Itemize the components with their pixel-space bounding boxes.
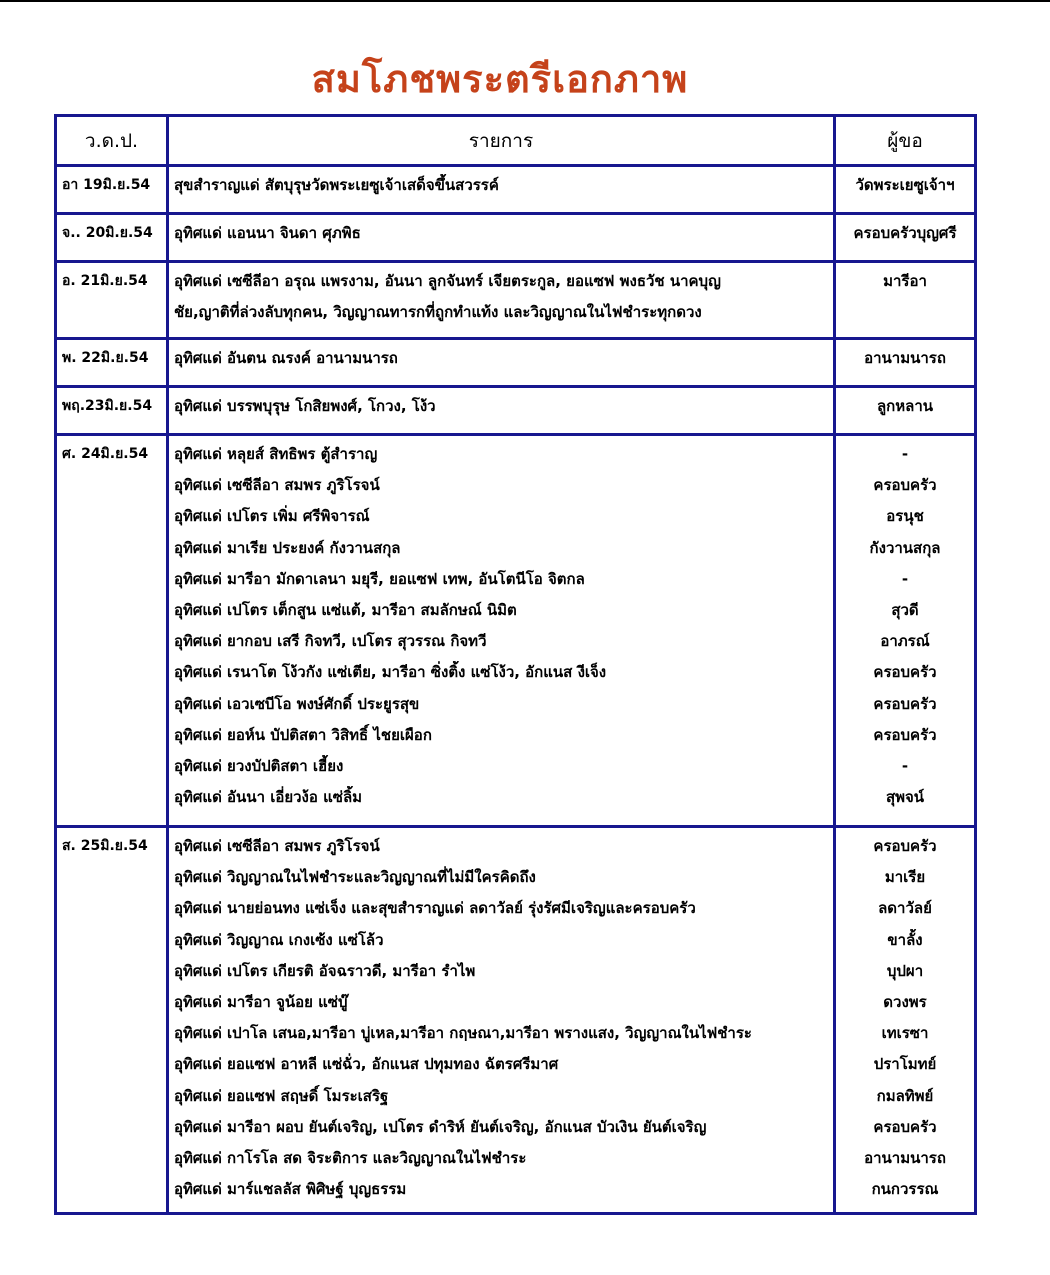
row-items xyxy=(168,339,835,387)
row-date: ส. 25มิ.ย.54 xyxy=(56,827,168,1214)
row-date: จ.. 20มิ.ย.54 xyxy=(56,214,168,262)
requester-line: อรนุช xyxy=(886,507,924,526)
requester-line: อานามนารถ xyxy=(864,349,946,367)
table-row xyxy=(56,387,976,435)
intention-line: อุทิศแด่ ยอแซฟ อาหลี แซ่ฉั่ว, อักแนส ปทุมทอง ฉัตรศรีมาศ xyxy=(174,1055,559,1074)
intention-line: อุทิศแด่ เปโตร เพิ่ม ศรีพิจารณ์ xyxy=(174,507,370,526)
requester-line: บุปผา xyxy=(886,961,924,980)
requester-line: ลดาวัลย์ xyxy=(878,899,932,918)
row-date: พ. 22มิ.ย.54 xyxy=(56,339,168,387)
row-items xyxy=(168,262,835,339)
intention-line: ชัย,ญาติที่ล่วงลับทุกคน, วิญญาณทารกที่ถูกทำแท้ง และวิญญาณในไฟชำระทุกดวง xyxy=(174,303,702,322)
intention-line: อุทิศแด่ ยอห์น บัปติสตา วิสิทธิ์ ไชยเผือก xyxy=(174,725,432,744)
intention-line: อุทิศแด่ เซซีลีอา สมพร ภูริโรจน์ xyxy=(174,476,380,495)
requester-line: เทเรซา xyxy=(881,1024,929,1043)
intention-line: อุทิศแด่ มารีอา จูน้อย แซ่บู๊ xyxy=(174,992,348,1011)
row-date: ศ. 24มิ.ย.54 xyxy=(56,435,168,827)
intention-line: อุทิศแด่ เอวเซบีโอ พงษ์ศักดิ์ ประยูรสุข xyxy=(174,694,420,713)
requester-line: กนกวรรณ xyxy=(871,1180,939,1199)
row-requester xyxy=(835,262,976,339)
requester-line: สุวดี xyxy=(891,600,919,619)
intention-line: อุทิศแด่ มาเรีย ประยงค์ กังวานสกุล xyxy=(174,538,401,557)
requester-line: ครอบครัว xyxy=(873,476,937,495)
requester-line: ครอบครัว xyxy=(873,1117,937,1136)
requester-line: มาเรีย xyxy=(884,868,926,887)
requester-line: ครอบครัว xyxy=(873,663,937,682)
row-date: อ. 21มิ.ย.54 xyxy=(56,262,168,339)
requester-line: - xyxy=(901,756,909,775)
table-row xyxy=(56,262,976,339)
requester-line: ขาลั้ง xyxy=(887,930,923,949)
requester-line: ครอบครัว xyxy=(873,725,937,744)
intention-line: อุทิศแด่ เรนาโต โง้วกัง แซ่เตีย, มารีอา ซิ่งติ้ง แซ่โง้ว, อักแนส งีเจ็ง xyxy=(174,663,607,682)
header-date: ว.ด.ป. xyxy=(56,116,168,166)
intention-line: อุทิศแด่ เปโตร เกียรติ อัจฉราวดี, มารีอา รำไพ xyxy=(174,961,476,980)
row-date: อา 19มิ.ย.54 xyxy=(56,166,168,214)
intention-line: อุทิศแด่ นายย่อนทง แซ่เจ็ง และสุขสำราญแด่ ลดาวัลย์ รุ่งรัศมีเจริญและครอบครัว xyxy=(174,899,696,918)
row-requester xyxy=(835,827,976,1214)
top-border-line xyxy=(0,0,1050,2)
header-items: รายการ xyxy=(168,116,835,166)
table-row xyxy=(56,166,976,214)
intention-line: อุทิศแด่ ยอแซฟ สฤษดิ์ โมระเสริฐ xyxy=(174,1086,389,1105)
row-requester xyxy=(835,387,976,435)
row-date: พฤ.23มิ.ย.54 xyxy=(56,387,168,435)
requester-line: ครอบครัว xyxy=(873,694,937,713)
intention-line: อุทิศแด่ แอนนา จินดา ศุภพิธ xyxy=(174,224,361,242)
intention-line: อุทิศแด่ อันตน ณรงค์ อานามนารถ xyxy=(174,349,398,367)
row-requester xyxy=(835,339,976,387)
table-header-row xyxy=(56,116,976,166)
requester-line: มารีอา xyxy=(883,272,927,290)
intention-line: อุทิศแด่ เปาโล เสนอ,มารีอา บู่เหล,มารีอา กฤษณา,มารีอา พรางแสง, วิญญาณในไฟชำระ xyxy=(174,1024,752,1043)
intention-line: อุทิศแด่ บรรพบุรุษ โกสิยพงศ์, โกวง, โง้ว xyxy=(174,397,436,415)
header-requester: ผู้ขอ xyxy=(835,116,976,166)
intention-line: อุทิศแด่ มารีอา มักดาเลนา มยุรี, ยอแซฟ เทพ, อันโตนีโอ จิตกล xyxy=(174,569,585,588)
intention-line: อุทิศแด่ วิญญาณในไฟชำระและวิญญาณที่ไม่มีใครคิดถึง xyxy=(174,868,536,887)
requester-line: อาภรณ์ xyxy=(880,632,930,651)
intention-line: อุทิศแด่ อันนา เอี่ยวง้อ แซ่ลิ้ม xyxy=(174,788,363,807)
requester-line: กมลทิพย์ xyxy=(876,1086,934,1105)
requester-line: อานามนารถ xyxy=(864,1148,946,1167)
intention-line: อุทิศแด่ มาร์แชลลัส พิศิษฐ์ บุญธรรม xyxy=(174,1180,407,1199)
requester-line: สุพจน์ xyxy=(885,788,925,807)
requester-line: ครอบครัว xyxy=(873,837,937,855)
mass-intention-table xyxy=(54,114,977,1215)
intention-line: อุทิศแด่ เซซีลีอา สมพร ภูริโรจน์ xyxy=(174,837,380,855)
intention-line: อุทิศแด่ เซซีลีอา อรุณ แพรงาม, อันนา ลูกจันทร์ เจียตระกูล, ยอแซฟ พงธวัช นาคบุญ xyxy=(174,272,721,290)
row-items xyxy=(168,214,835,262)
requester-line: - xyxy=(901,445,909,463)
intention-line: อุทิศแด่ เปโตร เต็กสูน แซ่แต้, มารีอา สมลักษณ์ นิมิต xyxy=(174,600,517,619)
row-items xyxy=(168,827,835,1214)
requester-line: วัดพระเยซูเจ้าฯ xyxy=(855,176,955,194)
requester-line: ลูกหลาน xyxy=(876,397,934,415)
intention-line: อุทิศแด่ หลุยส์ สิทธิพร ตู้สำราญ xyxy=(174,445,378,463)
requester-line: กังวานสกุล xyxy=(869,538,941,557)
intention-line: อุทิศแด่ กาโรโล สด จิระติการ และวิญญาณในไฟชำระ xyxy=(174,1148,527,1167)
row-requester xyxy=(835,435,976,827)
requester-line: ปราโมทย์ xyxy=(873,1055,937,1074)
table-row xyxy=(56,339,976,387)
requester-line: - xyxy=(901,569,909,588)
table-row xyxy=(56,435,976,827)
intention-line: สุขสำราญแด่ สัตบุรุษวัดพระเยซูเจ้าเสด็จขึ้นสวรรค์ xyxy=(174,176,499,194)
row-items xyxy=(168,387,835,435)
table-row xyxy=(56,214,976,262)
row-items xyxy=(168,166,835,214)
row-requester xyxy=(835,166,976,214)
page-title: สมโภชพระตรีเอกภาพ xyxy=(311,57,689,101)
requester-line: ดวงพร xyxy=(883,992,927,1011)
intention-line: อุทิศแด่ ยวงบัปติสตา เฮี้ยง xyxy=(174,756,344,775)
intention-line: อุทิศแด่ ยากอบ เสรี กิจทวี, เปโตร สุวรรณ กิจทวี xyxy=(174,632,487,651)
table-row xyxy=(56,827,976,1214)
requester-line: ครอบครัวบุญศรี xyxy=(853,224,957,242)
intention-line: อุทิศแด่ มารีอา ผอบ ยันต์เจริญ, เปโตร ดำริห์ ยันต์เจริญ, อักแนส บัวเงิน ยันต์เจริญ xyxy=(174,1117,707,1136)
intention-line: อุทิศแด่ วิญญาณ เกงเซ้ง แซ่โล้ว xyxy=(174,930,384,949)
row-requester xyxy=(835,214,976,262)
row-items xyxy=(168,435,835,827)
